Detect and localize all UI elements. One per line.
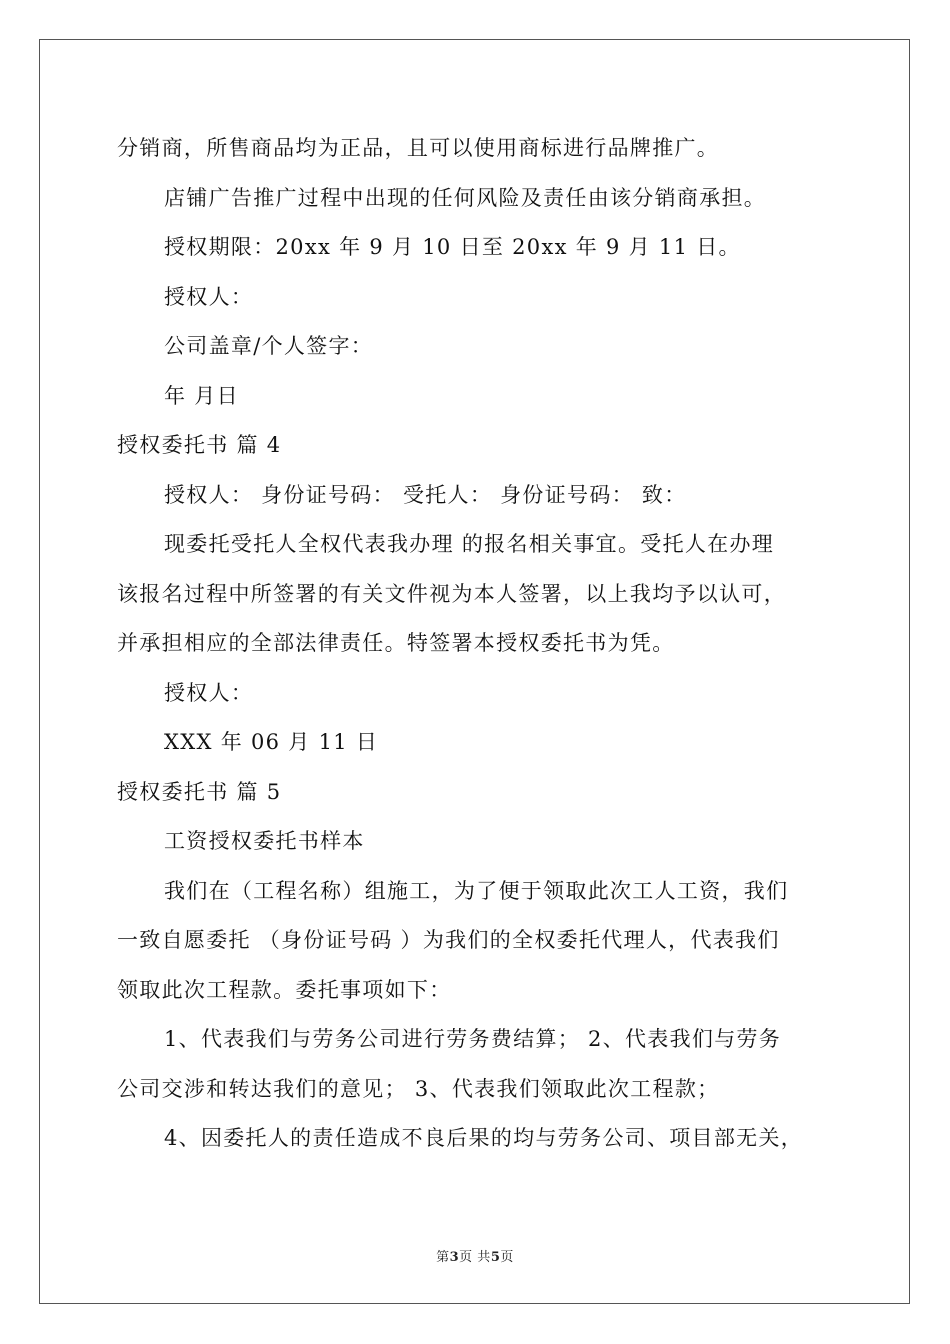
parties-line: 授权人： 身份证号码： 受托人： 身份证号码： 致： (164, 482, 687, 507)
paragraph-line: 我们在（工程名称）组施工，为了便于领取此次工人工资，我们 (164, 878, 789, 903)
seal-signature-label: 公司盖章/个人签字： (164, 334, 374, 358)
document-body (117, 124, 857, 1164)
document-subtitle: 工资授权委托书样本 (164, 829, 365, 853)
list-item: 4、因委托人的责任造成不良后果的均与劳务公司、项目部无关， (164, 1126, 804, 1150)
date-line: 年 月日 (164, 383, 239, 408)
paragraph-line: 一致自愿委托 （身份证号码 ）为我们的全权委托代理人，代表我们 (117, 928, 780, 952)
authorizer-label: 授权人： (164, 680, 254, 705)
authorizer-label: 授权人： (164, 284, 254, 309)
paragraph-line: 领取此次工程款。委托事项如下： (117, 977, 452, 1002)
page-mid: 页 共 (459, 1250, 491, 1265)
list-item: 公司交涉和转达我们的意见； 3、代表我们领取此次工程款； (117, 1076, 720, 1101)
section-heading: 授权委托书 篇 4 (117, 433, 282, 457)
page-prefix: 第 (436, 1250, 450, 1265)
paragraph-line: 该报名过程中所签署的有关文件视为本人签署，以上我均予以认可， (117, 581, 786, 606)
paragraph-line: 分销商，所售商品均为正品，且可以使用商标进行品牌推广。 (117, 136, 720, 160)
authorization-period: 授权期限：20xx 年 9 月 10 日至 20xx 年 9 月 11 日。 (164, 235, 741, 259)
paragraph-line: 并承担相应的全部法律责任。特签署本授权委托书为凭。 (117, 631, 675, 655)
page-total: 5 (490, 1250, 501, 1265)
paragraph-line: 店铺广告推广过程中出现的任何风险及责任由该分销商承担。 (164, 185, 767, 210)
page-footer (0, 1246, 950, 1265)
paragraph-line: 现委托受托人全权代表我办理 的报名相关事宜。受托人在办理 (164, 532, 775, 556)
section-heading: 授权委托书 篇 5 (117, 779, 282, 804)
date-line: XXX 年 06 月 11 日 (164, 730, 379, 754)
list-item: 1、代表我们与劳务公司进行劳务费结算； 2、代表我们与劳务 (164, 1027, 782, 1051)
page-suffix: 页 (500, 1250, 514, 1265)
page-current: 3 (449, 1250, 460, 1265)
